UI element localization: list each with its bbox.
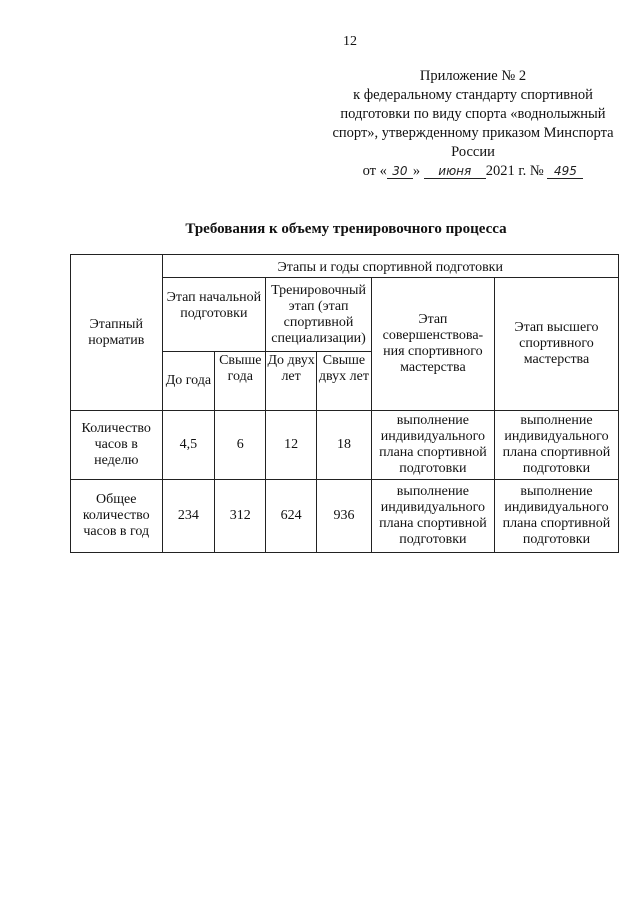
header-stages: Этапы и годы спортивной подготовки [162,255,619,278]
order-date-line [318,162,628,181]
cell-value: 6 [215,411,266,480]
header-norm: Этапный норматив [71,255,163,411]
subheader-over-year: Свыше года [215,352,266,411]
subheader-upto-two-years: До двух лет [266,352,317,411]
document-title: Требования к объему тренировочного процесса [185,221,507,237]
table-header-row-1 [71,255,619,278]
row-label: Количество часов в неделю [71,411,163,480]
appendix-line-4: спорт», утвержденному приказом Минспорта [332,125,614,141]
cell-value: 624 [266,480,317,553]
subheader-over-two-years: Свыше двух лет [317,352,372,411]
cell-value: 12 [266,411,317,480]
table-row [71,411,619,480]
appendix-header [318,67,628,181]
cell-value: выполнение индивидуального плана спортивной подготовки [494,480,618,553]
cell-value: выполнение индивидуального плана спортивной подготовки [371,411,494,480]
appendix-line-3: подготовки по виду спорта «воднолыжный [340,106,606,122]
appendix-line-2: к федеральному стандарту спортивной [353,87,593,103]
cell-value: 18 [317,411,372,480]
cell-value: выполнение индивидуального плана спортивной подготовки [494,411,618,480]
training-requirements-table [70,254,619,553]
table-row [71,480,619,553]
subheader-upto-year: До года [162,352,215,411]
header-stage-improvement: Этап совершенствова-ния спортивного мастерства [371,278,494,411]
handwritten-order-number: 495 [547,164,583,179]
cell-value: 312 [215,480,266,553]
handwritten-month: июня [424,164,486,179]
appendix-line-5: России [451,144,495,160]
cell-value: 234 [162,480,215,553]
appendix-line-1: Приложение № 2 [419,68,527,84]
date-year: 2021 г. № [485,163,544,179]
header-stage-training: Тренировочный этап (этап спортивной специализации) [266,278,372,352]
cell-value: 4,5 [162,411,215,480]
date-prefix: от « [362,163,387,179]
handwritten-day: 30 [387,164,413,179]
header-stage-higher: Этап высшего спортивного мастерства [494,278,618,411]
cell-value: 936 [317,480,372,553]
page-number: 12 [343,34,357,49]
header-stage-initial: Этап начальной подготовки [162,278,266,352]
row-label: Общее количество часов в год [71,480,163,553]
date-mid: » [412,163,421,179]
cell-value: выполнение индивидуального плана спортивной подготовки [371,480,494,553]
